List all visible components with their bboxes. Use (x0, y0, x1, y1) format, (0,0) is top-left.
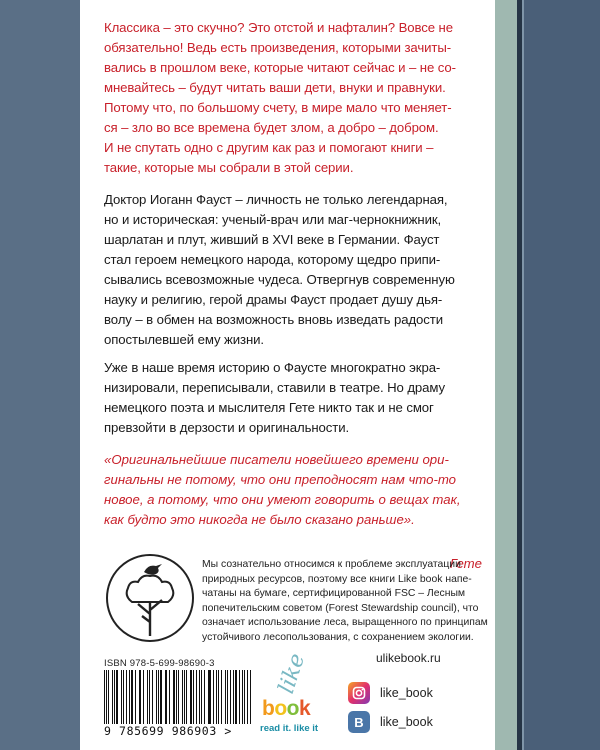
barcode-bar (247, 670, 248, 724)
barcode-bar (184, 670, 185, 724)
faust-line: шарлатан и плут, живший в XVI веке в Германии. Фауст (104, 232, 440, 247)
intro-line: обязательно! Ведь есть произведения, которыми зачиты- (104, 40, 452, 55)
faust-line: опостылевшей ему жизни. (104, 332, 264, 347)
modern-line: Уже в наше время историю о Фаусте многократно экра- (104, 360, 441, 375)
eco-notice (202, 558, 488, 646)
barcode-bar (114, 670, 115, 724)
right-edge-band (495, 0, 600, 750)
barcode-bar (166, 670, 167, 724)
eco-line: Мы сознательно относимся к проблеме эксплуатации (202, 559, 461, 570)
eco-line: чатаны на бумаге, сертифицированной FSC – Лесным (202, 588, 466, 600)
thin-stripe (522, 0, 524, 750)
quote-author: Гете (449, 556, 482, 571)
barcode-bar (140, 670, 141, 724)
barcode-bar (106, 670, 107, 724)
intro-line: мневайтесь – будут читать ваши дети, внуки и правнуки. (104, 80, 446, 95)
barcode-bar (225, 670, 226, 724)
logo-book-letter: o (286, 697, 299, 720)
intro-line: вались в прошлом веке, которые читают сейчас и – не со- (104, 60, 456, 75)
left-spine-band (0, 0, 80, 750)
barcode-bar (143, 670, 144, 724)
instagram-contact[interactable] (348, 682, 433, 704)
barcode-bar (178, 670, 179, 724)
quote-line: «Оригинальнейшие писатели новейшего времени ори- (104, 452, 449, 467)
barcode-bar (108, 670, 109, 724)
series-intro-paragraph (104, 18, 484, 178)
barcode-bar (147, 670, 148, 724)
barcode-bar (139, 670, 140, 724)
intro-line: ся – зло во все времена будет злом, а добро – добром. (104, 120, 439, 135)
barcode-bar (227, 670, 228, 724)
logo-tagline: read it. like it (260, 723, 319, 734)
modern-line: превзойти в дерзости и оригинальности. (104, 420, 350, 435)
isbn-barcode (104, 670, 252, 724)
barcode-bar (216, 670, 217, 724)
barcode-bar (165, 670, 166, 724)
barcode-bar (112, 670, 113, 724)
faust-line: сывались всевозможные чудеса. Отвергнув современную (104, 272, 455, 287)
barcode-bar (121, 670, 122, 724)
faust-line: стал героем немецкого народа, которому щедро припи- (104, 252, 441, 267)
vk-handle: like_book (380, 715, 433, 729)
barcode-bar (213, 670, 214, 724)
modern-line: низировали, переписывали, ставили в театре. Но драму (104, 380, 446, 395)
barcode-bar (176, 670, 177, 724)
barcode-bar (129, 670, 130, 724)
mint-stripe (495, 0, 517, 750)
barcode-bar (126, 670, 127, 724)
eco-line: означает использование леса, выращенного по принципам (202, 617, 488, 629)
faust-description-paragraph (104, 190, 484, 350)
logo-like-word: like (274, 650, 311, 697)
eco-line: устойчивого лесопользования, с сохранением экологии. (202, 631, 474, 643)
quote-line: как будто это никогда не было сказано раньше». (104, 512, 415, 527)
barcode-bar (235, 670, 237, 724)
barcode-bar (152, 670, 154, 724)
intro-line: такие, которые мы собрали в этой серии. (104, 160, 354, 175)
barcode-bar (169, 670, 170, 724)
vk-icon: B (348, 711, 370, 733)
eco-tree-bird-icon (104, 552, 196, 644)
vk-contact[interactable] (348, 711, 433, 733)
barcode-bar (123, 670, 124, 724)
faust-line: науку и религию, герой драмы Фауст продает душу дья- (104, 292, 443, 307)
intro-line: И не спутать одно с другим как раз и помогают книги – (104, 140, 434, 155)
quote-line: гинальны не потому, что они преподносят нам что-то (104, 472, 457, 487)
barcode-bar (199, 670, 200, 724)
faust-line: Доктор Иоганн Фауст – личность не только легендарная, (104, 192, 448, 207)
barcode-bar (204, 670, 205, 724)
publisher-website[interactable]: ulikebook.ru (376, 651, 441, 665)
goethe-quote (104, 450, 482, 530)
barcode-bar (190, 670, 192, 724)
logo-book-letter: b (262, 697, 275, 720)
logo-book-letter: o (274, 697, 287, 720)
intro-line: Потому что, по большому счету, в мире мало что меняет- (104, 100, 452, 115)
barcode-bar (244, 670, 245, 724)
barcode-bar (239, 670, 240, 724)
barcode-bar (135, 670, 136, 724)
isbn-label: ISBN 978-5-699-98690-3 (104, 658, 215, 669)
barcode-bar (250, 670, 251, 724)
barcode-bar (218, 670, 219, 724)
barcode-digits: 9 785699 986903 > (104, 724, 232, 738)
eco-line: попечительским советом (Forest Stewardship council), что (202, 602, 479, 614)
barcode-bar (160, 670, 161, 724)
barcode-bar (196, 670, 197, 724)
faust-line: волу – в обмен на возможность вновь изведать радости (104, 312, 443, 327)
barcode-bar (233, 670, 234, 724)
logo-book-word (262, 697, 310, 721)
barcode-bar (158, 670, 159, 724)
barcode-bar (230, 670, 231, 724)
barcode-bar (193, 670, 194, 724)
barcode-bar (186, 670, 187, 724)
barcode-bar (201, 670, 202, 724)
barcode-bar (221, 670, 222, 724)
barcode-bar (208, 670, 209, 724)
barcode-bar (131, 670, 133, 724)
barcode-bar (149, 670, 150, 724)
barcode-bar (173, 670, 175, 724)
faust-line: но и историческая: ученый-врач или маг-чернокнижник, (104, 212, 442, 227)
barcode-bar (209, 670, 211, 724)
barcode-bar (116, 670, 118, 724)
barcode-bar (182, 670, 183, 724)
eco-line: природных ресурсов, поэтому все книги Like book напе- (202, 573, 472, 585)
modern-adaptations-paragraph (104, 358, 484, 438)
barcode-bar (242, 670, 243, 724)
barcode-bar (156, 670, 157, 724)
likebook-logo (258, 645, 344, 745)
barcode-bar (104, 670, 105, 724)
instagram-handle: like_book (380, 686, 433, 700)
quote-line: новое, а потому, что они умеют говорить о вещах так, (104, 492, 461, 507)
logo-book-letter: k (298, 697, 311, 720)
intro-line: Классика – это скучно? Это отстой и нафталин? Вовсе не (104, 20, 453, 35)
modern-line: немецкого поэта и мыслителя Гете никто так и не смог (104, 400, 434, 415)
instagram-icon (348, 682, 370, 704)
